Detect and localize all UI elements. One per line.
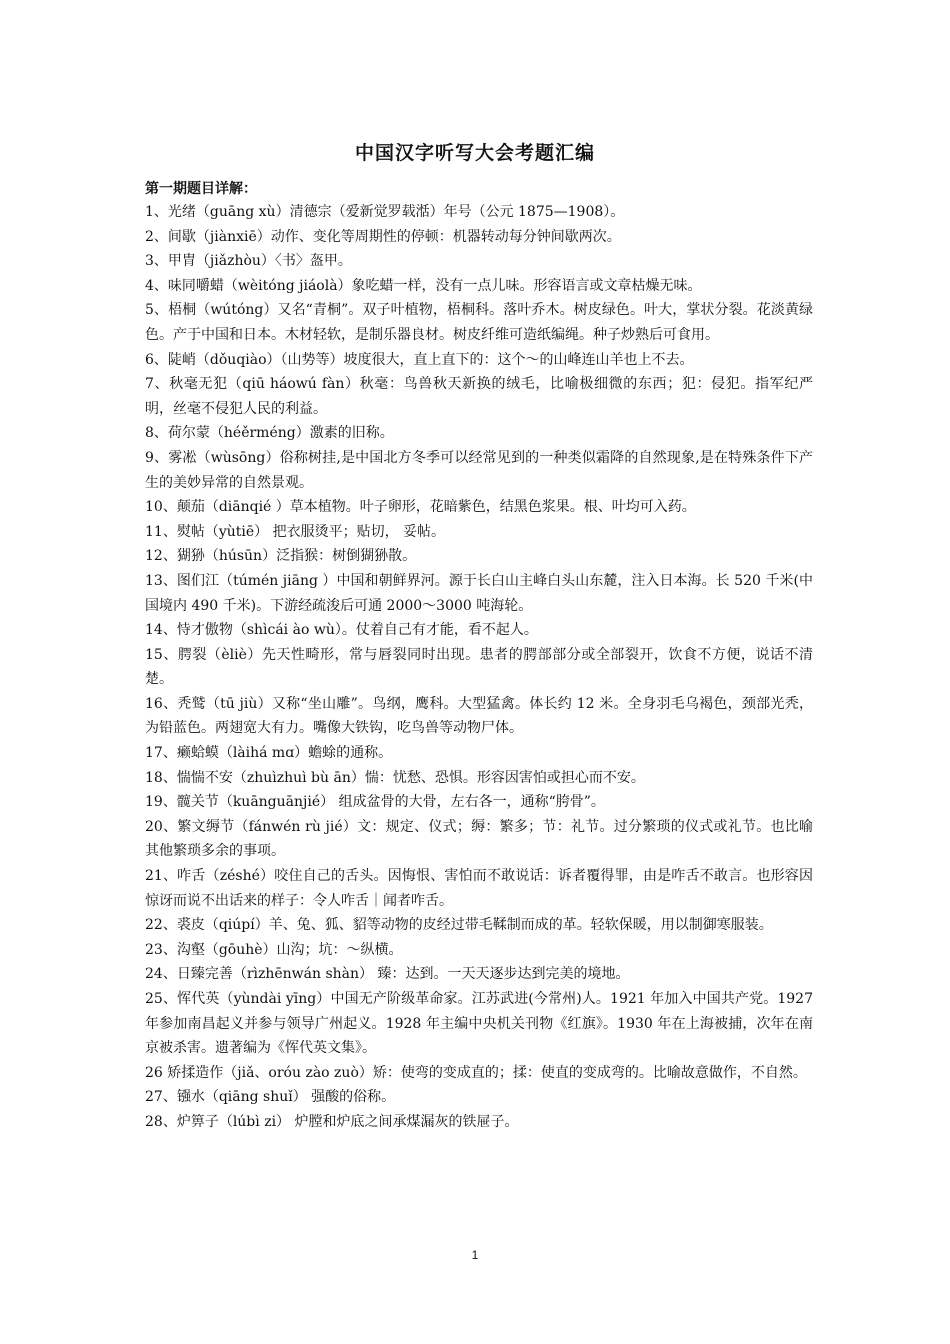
vocab-entry: 19、髋关节（kuānguānjié） 组成盆骨的大骨，左右各一，通称“胯骨”。 [145, 794, 605, 811]
section-heading: 第一期题目详解： [145, 181, 257, 197]
vocab-entry: 16、秃鹫（tū jiù）又称“坐山雕”。鸟纲，鹰科。大型猛禽。体长约 12 米。全身羽毛乌褐色，颈部光秃，为铅蓝色。两翅宽大有力。嘴像大铁钩，吃鸟兽等动物尸体。 [145, 695, 813, 737]
vocab-entry: 22、裘皮（qiúpí）羊、兔、狐、貂等动物的皮经过带毛鞣制而成的革。轻软保暖，用以制御寒服装。 [145, 917, 773, 934]
vocab-entry: 23、沟壑（gōuhè）山沟；坑：～纵横。 [145, 941, 403, 958]
vocab-entry: 26 矫揉造作（jiǎ、oróu zào zuò）矫：使弯的变成直的；揉：使直的变成弯的。比喻故意做作，不自然。 [145, 1064, 807, 1081]
vocab-entry: 5、梧桐（wútóng）又名“青桐”。双子叶植物，梧桐科。落叶乔木。树皮绿色。叶大，掌状分裂。花淡黄绿色。产于中国和日本。木材轻软，是制乐器良材。树皮纤维可造纸编绳。种子炒熟后可食用。 [145, 302, 813, 343]
vocab-entry: 21、咋舌（zéshé）咬住自己的舌头。因悔恨、害怕而不敢说话：诉者覆得罪，由是咋舌不敢言。也形容因惊讶而说不出话来的样子：令人咋舌｜闻者咋舌。 [145, 868, 813, 909]
vocab-entry: 7、秋毫无犯（qiū háowú fàn）秋毫：鸟兽秋天新换的绒毛，比喻极细微的东西；犯：侵犯。指军纪严明，丝毫不侵犯人民的利益。 [145, 376, 813, 417]
document-title: 中国汉字听写大会考题汇编 [354, 142, 595, 164]
vocab-entry: 2、间歇（jiànxiē）动作、变化等周期性的停顿：机器转动每分钟间歇两次。 [145, 228, 621, 245]
vocab-entry: 20、繁文缛节（fánwén rù jié）文：规定、仪式；缛：繁多；节：礼节。过分繁琐的仪式或礼节。也比喻其他繁琐多余的事项。 [145, 818, 813, 860]
entry-list [145, 200, 813, 1135]
vocab-entry: 17、癞蛤蟆（làihá mɑ）蟾蜍的通称。 [145, 745, 393, 762]
vocab-entry: 15、腭裂（èliè）先天性畸形，常与唇裂同时出现。患者的腭部部分或全部裂开，饮食不方便，说话不清楚。 [145, 646, 813, 688]
vocab-entry: 18、惴惴不安（zhuìzhuì bù ān）惴：忧愁、恐惧。形容因害怕或担心而不安。 [145, 769, 645, 786]
vocab-entry: 6、陡峭（dǒuqiào）（山势等）坡度很大，直上直下的：这个～的山峰连山羊也上不去。 [145, 351, 694, 368]
vocab-entry: 1、光绪（guāng xù）清德宗（爱新觉罗载湉）年号（公元 1875—1908）。 [145, 204, 625, 220]
vocab-entry: 14、恃才傲物（shìcái ào wù）。仗着自己有才能，看不起人。 [145, 622, 538, 639]
vocab-entry: 12、猢狲（húsūn）泛指猴：树倒猢狲散。 [145, 548, 417, 565]
vocab-entry: 9、雾凇（wùsōng）俗称树挂,是中国北方冬季可以经常见到的一种类似霜降的自然现象,是在特殊条件下产生的美妙异常的自然景观。 [145, 449, 813, 491]
vocab-entry: 4、味同嚼蜡（wèitóng jiáolà）象吃蜡一样，没有一点儿味。形容语言或文章枯燥无味。 [145, 277, 702, 294]
vocab-entry: 10、颠茄（diānqié ）草本植物。叶子卵形，花暗紫色，结黑色浆果。根、叶均可入药。 [145, 499, 696, 516]
vocab-entry: 11、熨帖（yùtiē） 把衣服烫平；贴切， 妥帖。 [145, 523, 446, 540]
vocab-entry: 25、恽代英（yùndài yīng）中国无产阶级革命家。江苏武进(今常州)人。1921 年加入中国共产党。1927 年参加南昌起义并参与领导广州起义。1928 年主编中央机关刊物《红旗》。1930 年在上海被捕，次年在南京被杀害。遗著编为《恽代英文集》。 [145, 991, 813, 1057]
vocab-entry: 8、荷尔蒙（héěrméng）激素的旧称。 [145, 425, 394, 442]
page-number: 1 [471, 1248, 479, 1262]
vocab-entry: 28、炉箅子（lúbì zi） 炉膛和炉底之间承煤漏灰的铁屉子。 [145, 1113, 519, 1130]
vocab-entry: 24、日臻完善（rìzhēnwán shàn） 臻：达到。一天天逐步达到完美的境地。 [145, 966, 630, 983]
vocab-entry: 13、图们江（túmén jiāng ）中国和朝鲜界河。源于长白山主峰白头山东麓，注入日本海。长 520 千米(中国境内 490 千米)。下游经疏浚后可通 2000～3000 吨海轮。 [145, 572, 813, 614]
vocab-entry: 27、镪水（qiāng shuǐ） 强酸的俗称。 [145, 1089, 396, 1106]
vocab-entry: 3、甲胄（jiǎzhòu）〈书〉盔甲。 [145, 253, 352, 270]
